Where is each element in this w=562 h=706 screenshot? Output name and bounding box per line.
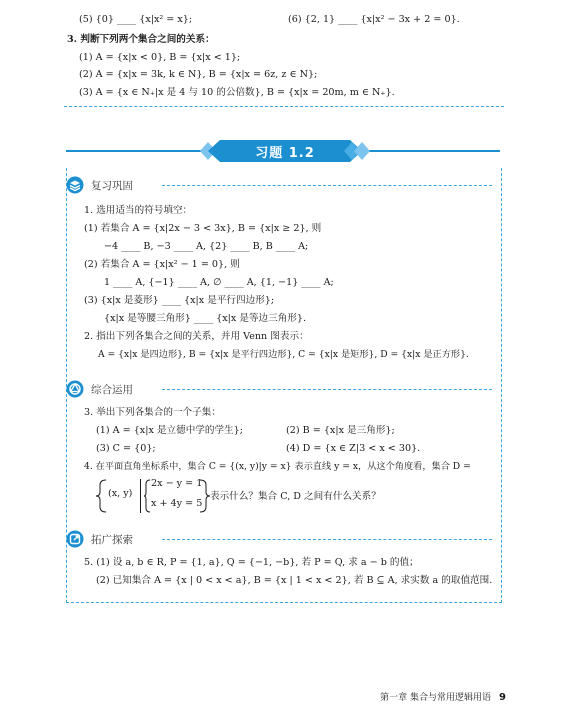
equation-1: 2x − y = 1 <box>151 478 203 489</box>
q3-apply-4: (4) D = {x ∈ Z|3 < x < 30}. <box>286 443 421 454</box>
q1-2b: 1 ____ A, {−1} ____ A, ∅ ____ A, {1, −1} ____ A; <box>104 277 334 288</box>
system-brace <box>143 479 151 513</box>
section-rule <box>162 185 492 186</box>
exercise-header <box>60 138 506 166</box>
left-brace <box>94 479 108 513</box>
q3-item-1: (1) A = {x|x < 0}, B = {x|x < 1}; <box>79 52 241 63</box>
q3-title-top: 3. 判断下列两个集合之间的关系： <box>67 34 215 45</box>
layers-icon <box>66 176 84 194</box>
expand-icon <box>66 530 84 548</box>
page-footer <box>380 690 506 703</box>
page-number: 9 <box>499 692 506 703</box>
item-5: (5) {0} ____ {x|x² = x}; <box>79 14 193 25</box>
q3-apply-1: (1) A = {x|x 是立德中学的学生}; <box>96 425 243 436</box>
q3-apply-3: (3) C = {0}; <box>96 443 156 454</box>
q2-body: A = {x|x 是四边形}, B = {x|x 是平行四边形}, C = {x|x 是矩形}, D = {x|x 是正方形}. <box>98 349 469 360</box>
q1-3a: (3) {x|x 是菱形} ____ {x|x 是平行四边形}; <box>84 295 275 306</box>
set-bar <box>140 479 141 513</box>
network-icon <box>66 380 84 398</box>
q5-2: (2) 已知集合 A = {x | 0 < x < a}, B = {x | 1 < x < 2}, 若 B ⊆ A, 求实数 a 的取值范围. <box>96 575 493 586</box>
q4-tail: 表示什么？集合 C, D 之间有什么关系？ <box>210 491 381 502</box>
section-rule <box>162 389 492 390</box>
q5-1: 5. (1) 设 a, b ∈ R, P = {1, a}, Q = {−1, −b}, 若 P = Q, 求 a − b 的值； <box>84 557 419 568</box>
section-title-apply: 综合运用 <box>91 384 133 396</box>
section-title-review: 复习巩固 <box>91 180 133 192</box>
chapter-title: 第一章 集合与常用逻辑用语 <box>380 693 492 703</box>
q1-title: 1. 选用适当的符号填空： <box>84 205 193 216</box>
q1-1a: (1) 若集合 A = {x|2x − 3 < 3x}, B = {x|x ≥ 2}, 则 <box>84 223 322 234</box>
q3-item-2: (2) A = {x|x = 3k, k ∈ N}, B = {x|x = 6z, z ∈ N}; <box>79 69 318 80</box>
set-d-element: (x, y) <box>108 488 133 499</box>
section-title-extend: 拓广探索 <box>91 534 133 546</box>
q3-item-3: (3) A = {x ∈ N₊|x 是 4 与 10 的公倍数}, B = {x|x = 20m, m ∈ N₊}. <box>79 87 395 98</box>
section-rule <box>162 539 492 540</box>
q1-3b: {x|x 是等腰三角形} ____ {x|x 是等边三角形}. <box>104 313 307 324</box>
q2-title: 2. 指出下列各集合之间的关系，并用 Venn 图表示： <box>84 331 309 342</box>
divider <box>64 106 504 107</box>
q1-2a: (2) 若集合 A = {x|x² − 1 = 0}, 则 <box>84 259 240 270</box>
section-apply <box>66 380 500 400</box>
section-review <box>66 176 500 196</box>
q3-apply-title: 3. 举出下列各集合的一个子集： <box>84 407 221 418</box>
equation-2: x + 4y = 5 <box>151 498 203 509</box>
q4-line1: 4. 在平面直角坐标系中，集合 C = {(x, y)|y = x} 表示直线 y = x，从这个角度看，集合 D = <box>84 461 471 472</box>
q1-1b: −4 ____ B, −3 ____ A, {2} ____ B, B ____ A; <box>104 241 309 252</box>
item-6: (6) {2, 1} ____ {x|x² − 3x + 2 = 0}. <box>288 14 460 25</box>
q3-apply-2: (2) B = {x|x 是三角形}; <box>286 425 395 436</box>
exercise-title: 习题 1.2 <box>255 146 315 161</box>
section-extend <box>66 530 500 550</box>
